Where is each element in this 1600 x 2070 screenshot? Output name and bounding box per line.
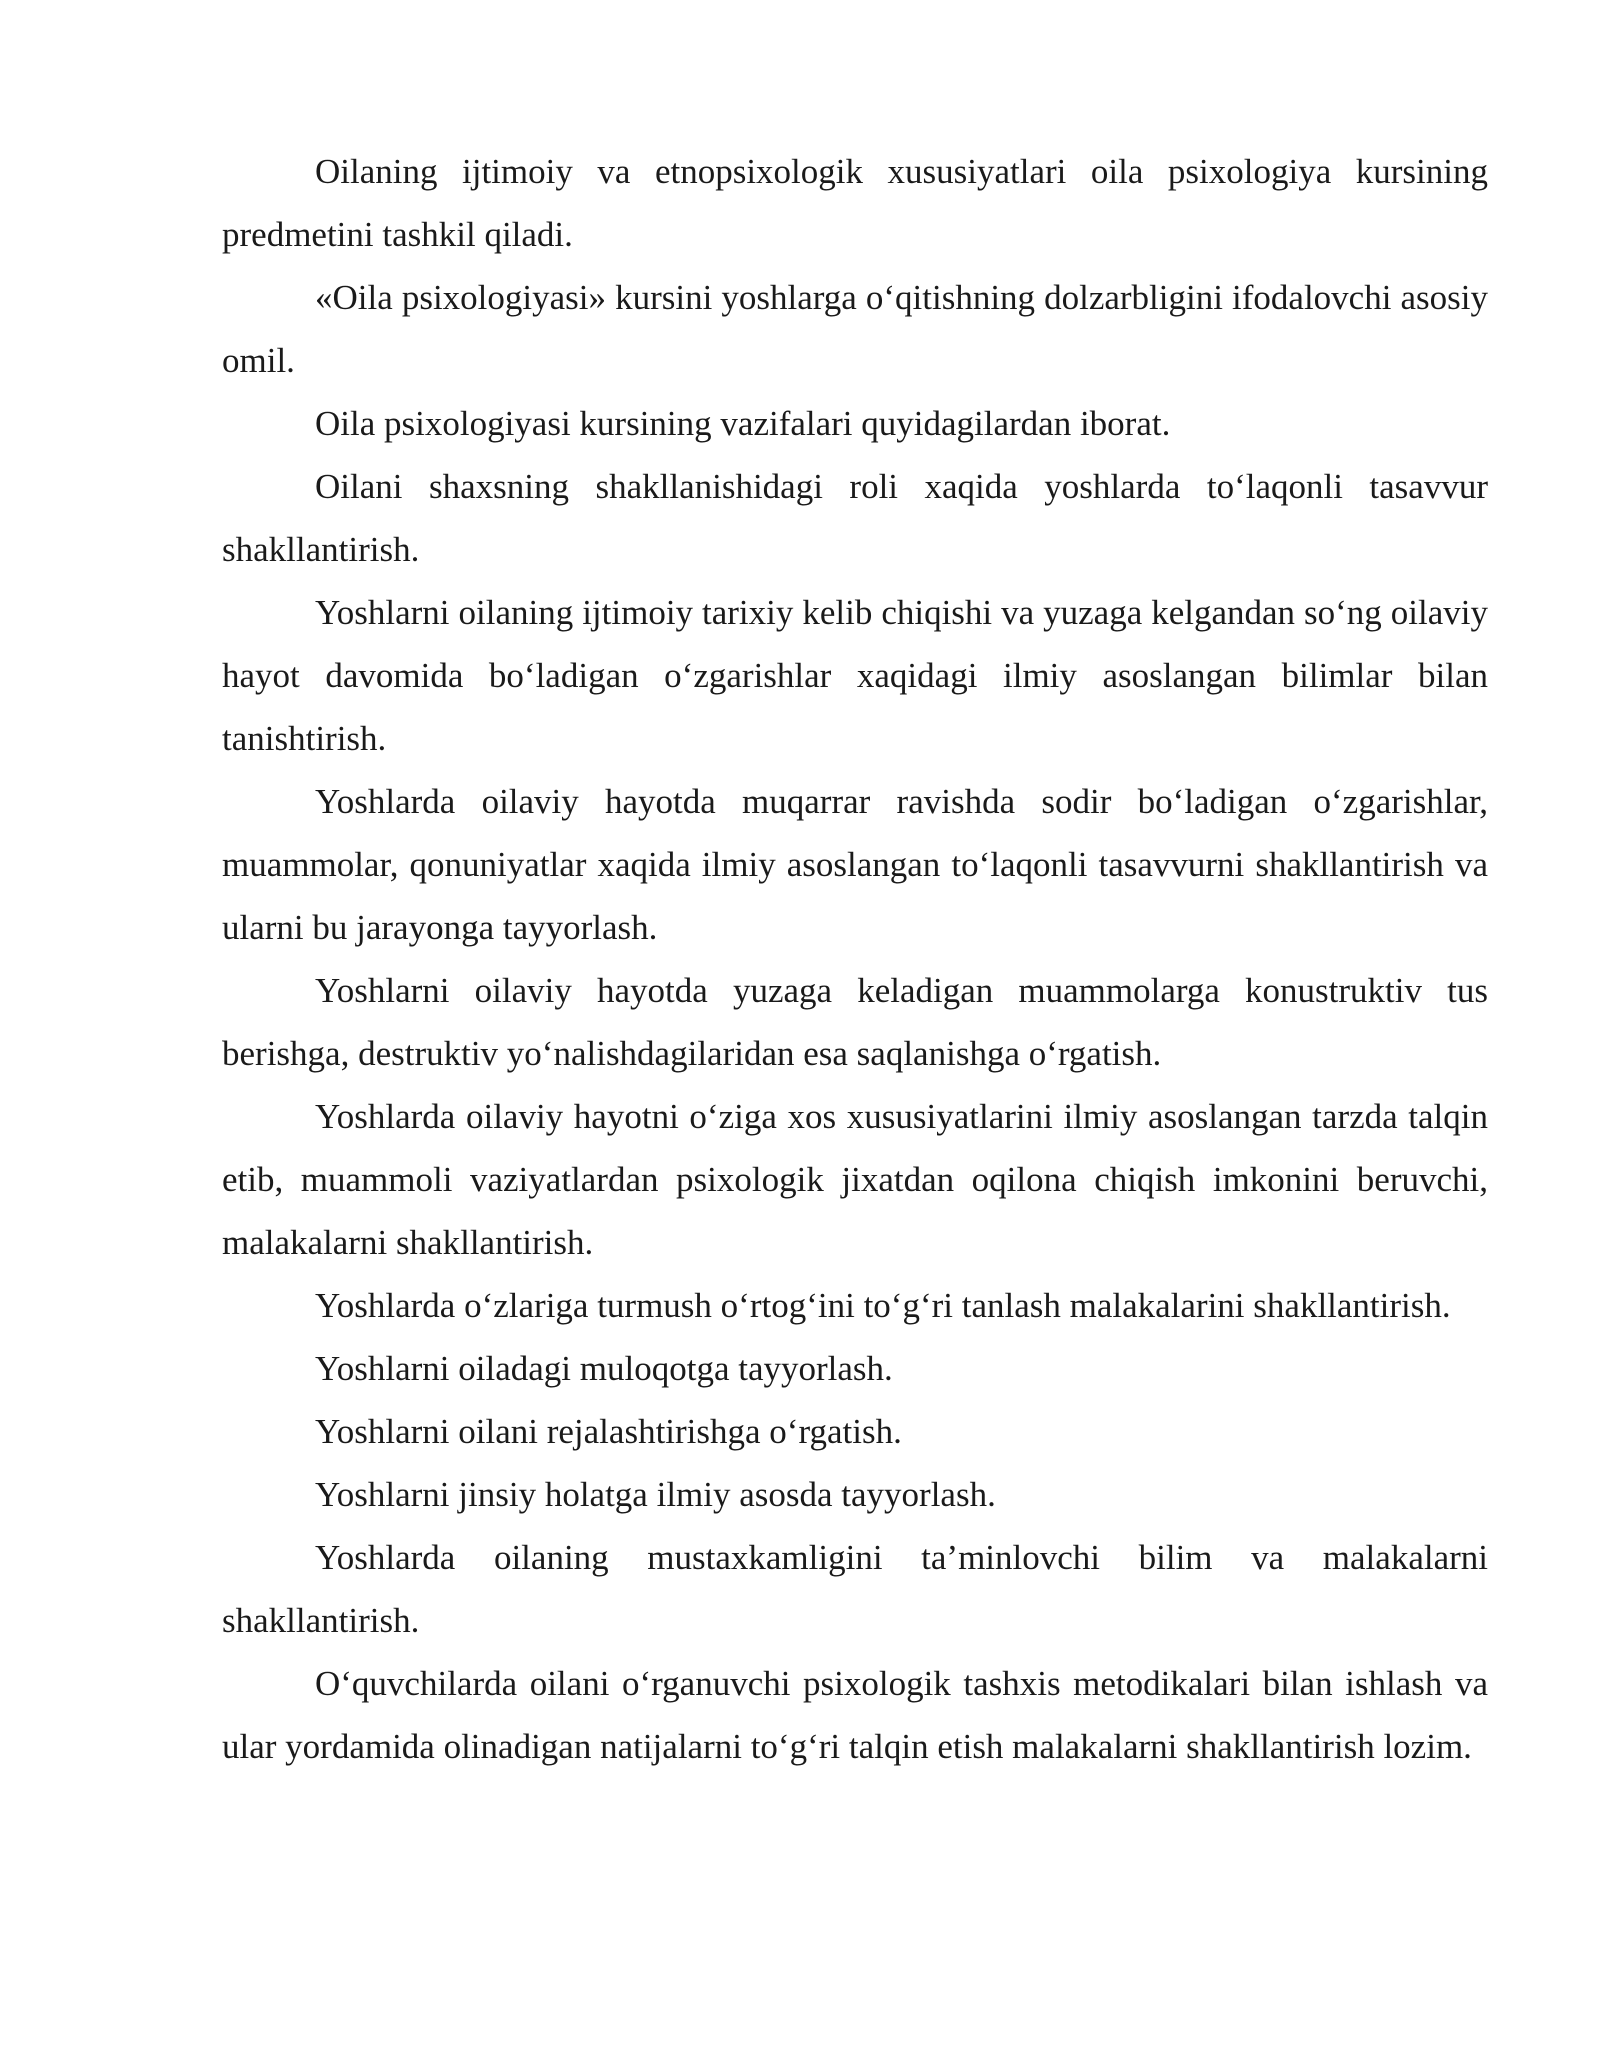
paragraph: Yoshlarda oilaviy hayotda muqarrar ravishda sodir bo‘ladigan o‘zgarishlar, muammolar, qonuniyatlar xaqida ilmiy asoslangan to‘laqonli tasavvurni shakllantirish va ularni bu jarayonga tayyorlash. — [222, 782, 1488, 947]
paragraph: Yoshlarni oilani rejalashtirishga o‘rgatish. — [315, 1412, 902, 1451]
paragraph: Yoshlarni jinsiy holatga ilmiy asosda tayyorlash. — [315, 1475, 996, 1514]
paragraph: Yoshlarni oilaning ijtimoiy tarixiy kelib chiqishi va yuzaga kelgandan so‘ng oilaviy hayot davomida bo‘ladigan o‘zgarishlar xaqidagi ilmiy asoslangan bilimlar bilan tanishtirish. — [222, 593, 1488, 758]
paragraph: Oila psixologiyasi kursining vazifalari quyidagilardan iborat. — [315, 404, 1171, 443]
paragraph: O‘quvchilarda oilani o‘rganuvchi psixologik tashxis metodikalari bilan ishlash va ular yordamida olinadigan natijalarni to‘g‘ri talqin etish malakalarni shakllantirish lozim. — [222, 1664, 1488, 1766]
paragraph: Oilani shaxsning shakllanishidagi roli xaqida yoshlarda to‘laqonli tasavvur shakllantirish. — [222, 467, 1488, 569]
paragraph: Yoshlarda oilaning mustaxkamligini ta’minlovchi bilim va malakalarni shakllantirish. — [222, 1538, 1488, 1640]
paragraph: Oilaning ijtimoiy va etnopsixologik xususiyatlari oila psixologiya kursining predmetini tashkil qiladi. — [222, 152, 1488, 254]
paragraph: Yoshlarni oilaviy hayotda yuzaga keladigan muammolarga konustruktiv tus berishga, destruktiv yo‘nalishdagilaridan esa saqlanishga o‘rgatish. — [222, 971, 1488, 1073]
paragraph: Yoshlarda o‘zlariga turmush o‘rtog‘ini to‘g‘ri tanlash malakalarini shakllantirish. — [315, 1286, 1451, 1325]
paragraph: «Oila psixologiyasi» kursini yoshlarga o‘qitishning dolzarbligini ifodalovchi asosiy omil. — [222, 278, 1488, 380]
document-body — [222, 140, 1488, 1778]
paragraph: Yoshlarda oilaviy hayotni o‘ziga xos xususiyatlarini ilmiy asoslangan tarzda talqin etib, muammoli vaziyatlardan psixologik jixatdan oqilona chiqish imkonini beruvchi, malakalarni shakllantirish. — [222, 1097, 1488, 1262]
paragraph: Yoshlarni oiladagi muloqotga tayyorlash. — [315, 1349, 893, 1388]
